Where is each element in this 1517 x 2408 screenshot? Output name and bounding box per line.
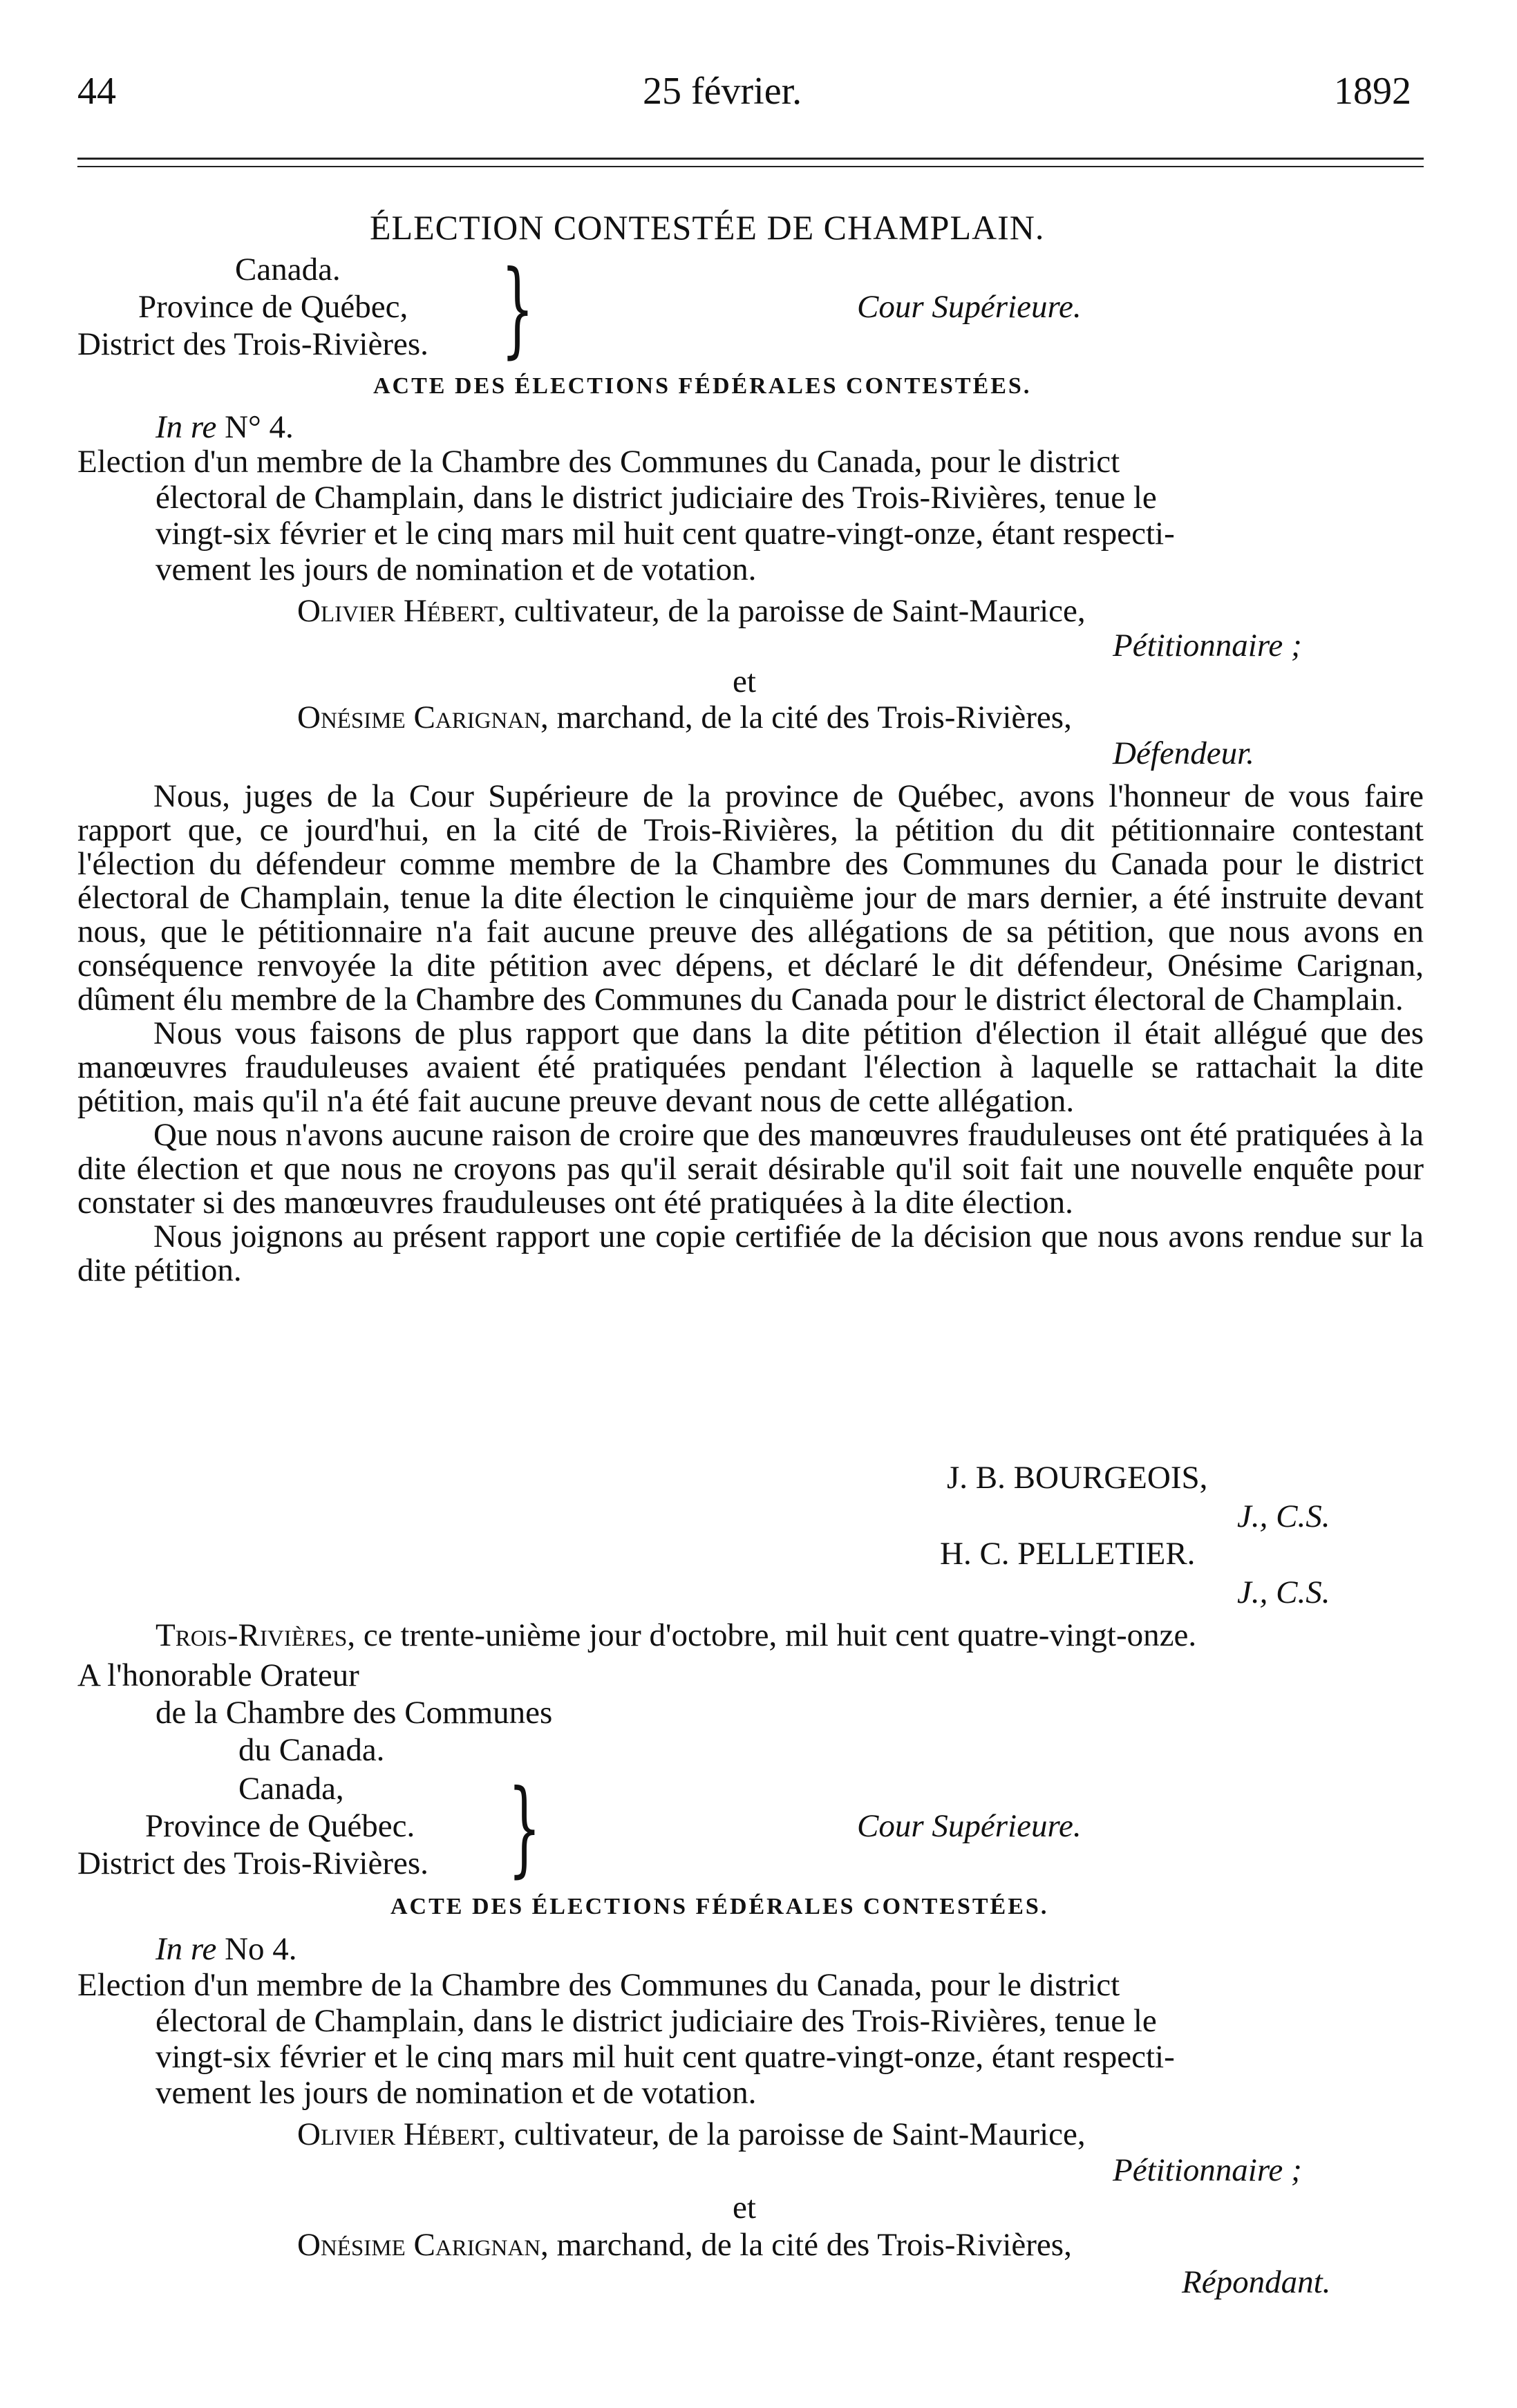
in-re-label: In re — [156, 409, 217, 445]
place-name: Trois-Rivières — [156, 1617, 348, 1653]
brace-symbol: } — [501, 249, 534, 369]
petitioner-role: Pétitionnaire ; — [1113, 628, 1302, 664]
defendant-desc: , marchand, de la cité des Trois-Rivières, — [540, 699, 1072, 735]
defendant2-name: Onésime Carignan — [297, 2227, 541, 2263]
election2-line-4: vement les jours de nomination et de votation. — [156, 2075, 757, 2111]
jurisdiction2-line-2: Province de Québec. — [145, 1808, 415, 1844]
header-year: 1892 — [1334, 70, 1411, 113]
section-title: ÉLECTION CONTESTÉE DE CHAMPLAIN. — [370, 208, 1045, 247]
brace-symbol-2: } — [508, 1768, 541, 1888]
body-paragraph-2: Nous vous faisons de plus rapport que dans la dite pétition d'élection il était allégué que des manœuvres frauduleuses avaient été pratiquées pendant l'élection à laquelle se rattachait la dite pétition, mais qu'il n'a été fait aucune preuve devant nous de cette allégation. — [77, 1015, 1424, 1119]
signature-title-2: J., C.S. — [1237, 1574, 1330, 1610]
election2-line-1: Election d'un membre de la Chambre des Communes du Canada, pour le district — [77, 1967, 1120, 2003]
addressee-line-2: de la Chambre des Communes — [156, 1695, 553, 1731]
page-number: 44 — [77, 70, 116, 113]
court-name: Cour Supérieure. — [857, 289, 1082, 325]
header-date: 25 février. — [643, 70, 802, 113]
jurisdiction2-line-3: District des Trois-Rivières. — [77, 1845, 428, 1881]
jurisdiction-line-1: Canada. — [235, 252, 341, 288]
jurisdiction-line-3: District des Trois-Rivières. — [77, 326, 428, 362]
petitioner-desc: , cultivateur, de la paroisse de Saint-Maurice, — [498, 593, 1086, 629]
defendant-role: Défendeur. — [1113, 735, 1254, 771]
in-re-number: N° 4. — [216, 409, 294, 445]
petitioner2-role: Pétitionnaire ; — [1113, 2152, 1302, 2188]
petitioner2-desc: , cultivateur, de la paroisse de Saint-Maurice, — [498, 2116, 1086, 2152]
in-re-number-2: No 4. — [216, 1931, 297, 1967]
in-re-line-2 — [156, 1930, 297, 1968]
act-heading: ACTE DES ÉLECTIONS FÉDÉRALES CONTESTÉES. — [373, 373, 1032, 399]
addressee-line-1: A l'honorable Orateur — [77, 1657, 359, 1693]
body-paragraph-3: Que nous n'avons aucune raison de croire que des manœuvres frauduleuses ont été pratiquées à la dite élection et que nous ne croyons pas qu'il serait désirable qu'il soit fait une nouvelle enquête pour constater si des manœuvres frauduleuses ont été pratiquées à la dite élection. — [77, 1117, 1424, 1221]
conjunction-et: et — [733, 664, 756, 699]
petitioner-line — [297, 592, 1086, 630]
body-paragraph-1: Nous, juges de la Cour Supérieure de la province de Québec, avons l'honneur de vous faire rapport que, ce jourd'hui, en la cité de Trois-Rivières, la pétition du dit pétitionnaire contestant l'élection du défendeur comme membre de la Chambre des Communes du Canada pour le district électoral de Champlain, tenue la dite élection le cinquième jour de mars dernier, a été instruite devant nous, que le pétitionnaire n'a fait aucune preuve des allégations de sa pétition, que nous avons en conséquence renvoyée la dite pétition avec dépens, et déclaré le dit défendeur, Onésime Carignan, dûment élu membre de la Chambre des Communes du Canada pour le district électoral de Champlain. — [77, 778, 1424, 1017]
defendant-line — [297, 698, 1072, 737]
defendant-name: Onésime Carignan — [297, 699, 541, 735]
header-rule-top — [77, 158, 1424, 160]
date-text: , ce trente-unième jour d'octobre, mil huit cent quatre-vingt-onze. — [347, 1617, 1197, 1653]
election-line-4: vement les jours de nomination et de votation. — [156, 552, 757, 587]
signature-name-1: J. B. BOURGEOIS, — [947, 1460, 1208, 1496]
signature-name-2: H. C. PELLETIER. — [940, 1536, 1196, 1572]
place-date-line — [156, 1616, 1196, 1655]
election-line-1: Election d'un membre de la Chambre des Communes du Canada, pour le district — [77, 444, 1120, 480]
defendant2-role: Répondant. — [1182, 2264, 1331, 2300]
report-body — [77, 780, 1424, 1288]
petitioner2-name: Olivier Hébert — [297, 2116, 498, 2152]
in-re-line — [156, 408, 294, 446]
petitioner-name: Olivier Hébert — [297, 593, 498, 629]
signature-title-1: J., C.S. — [1237, 1498, 1330, 1534]
conjunction-et-2: et — [733, 2190, 756, 2226]
body-paragraph-4: Nous joignons au présent rapport une copie certifiée de la décision que nous avons rendue sur la dite pétition. — [77, 1219, 1424, 1288]
in-re-label-2: In re — [156, 1931, 217, 1967]
defendant2-desc: , marchand, de la cité des Trois-Rivières, — [540, 2227, 1072, 2263]
election2-line-3: vingt-six février et le cinq mars mil huit cent quatre-vingt-onze, étant respecti- — [156, 2039, 1175, 2075]
jurisdiction-line-2: Province de Québec, — [138, 289, 408, 325]
court-name-2: Cour Supérieure. — [857, 1808, 1082, 1844]
petitioner2-line — [297, 2115, 1086, 2154]
header-rule-bottom — [77, 166, 1424, 167]
election-line-2: électoral de Champlain, dans le district judiciaire des Trois-Rivières, tenue le — [156, 480, 1157, 516]
defendant2-line — [297, 2226, 1072, 2264]
act-heading-2: ACTE DES ÉLECTIONS FÉDÉRALES CONTESTÉES. — [390, 1894, 1049, 1919]
addressee-line-3: du Canada. — [238, 1732, 385, 1768]
election2-line-2: électoral de Champlain, dans le district judiciaire des Trois-Rivières, tenue le — [156, 2003, 1157, 2039]
election-line-3: vingt-six février et le cinq mars mil huit cent quatre-vingt-onze, étant respecti- — [156, 516, 1175, 552]
jurisdiction2-line-1: Canada, — [238, 1771, 344, 1807]
